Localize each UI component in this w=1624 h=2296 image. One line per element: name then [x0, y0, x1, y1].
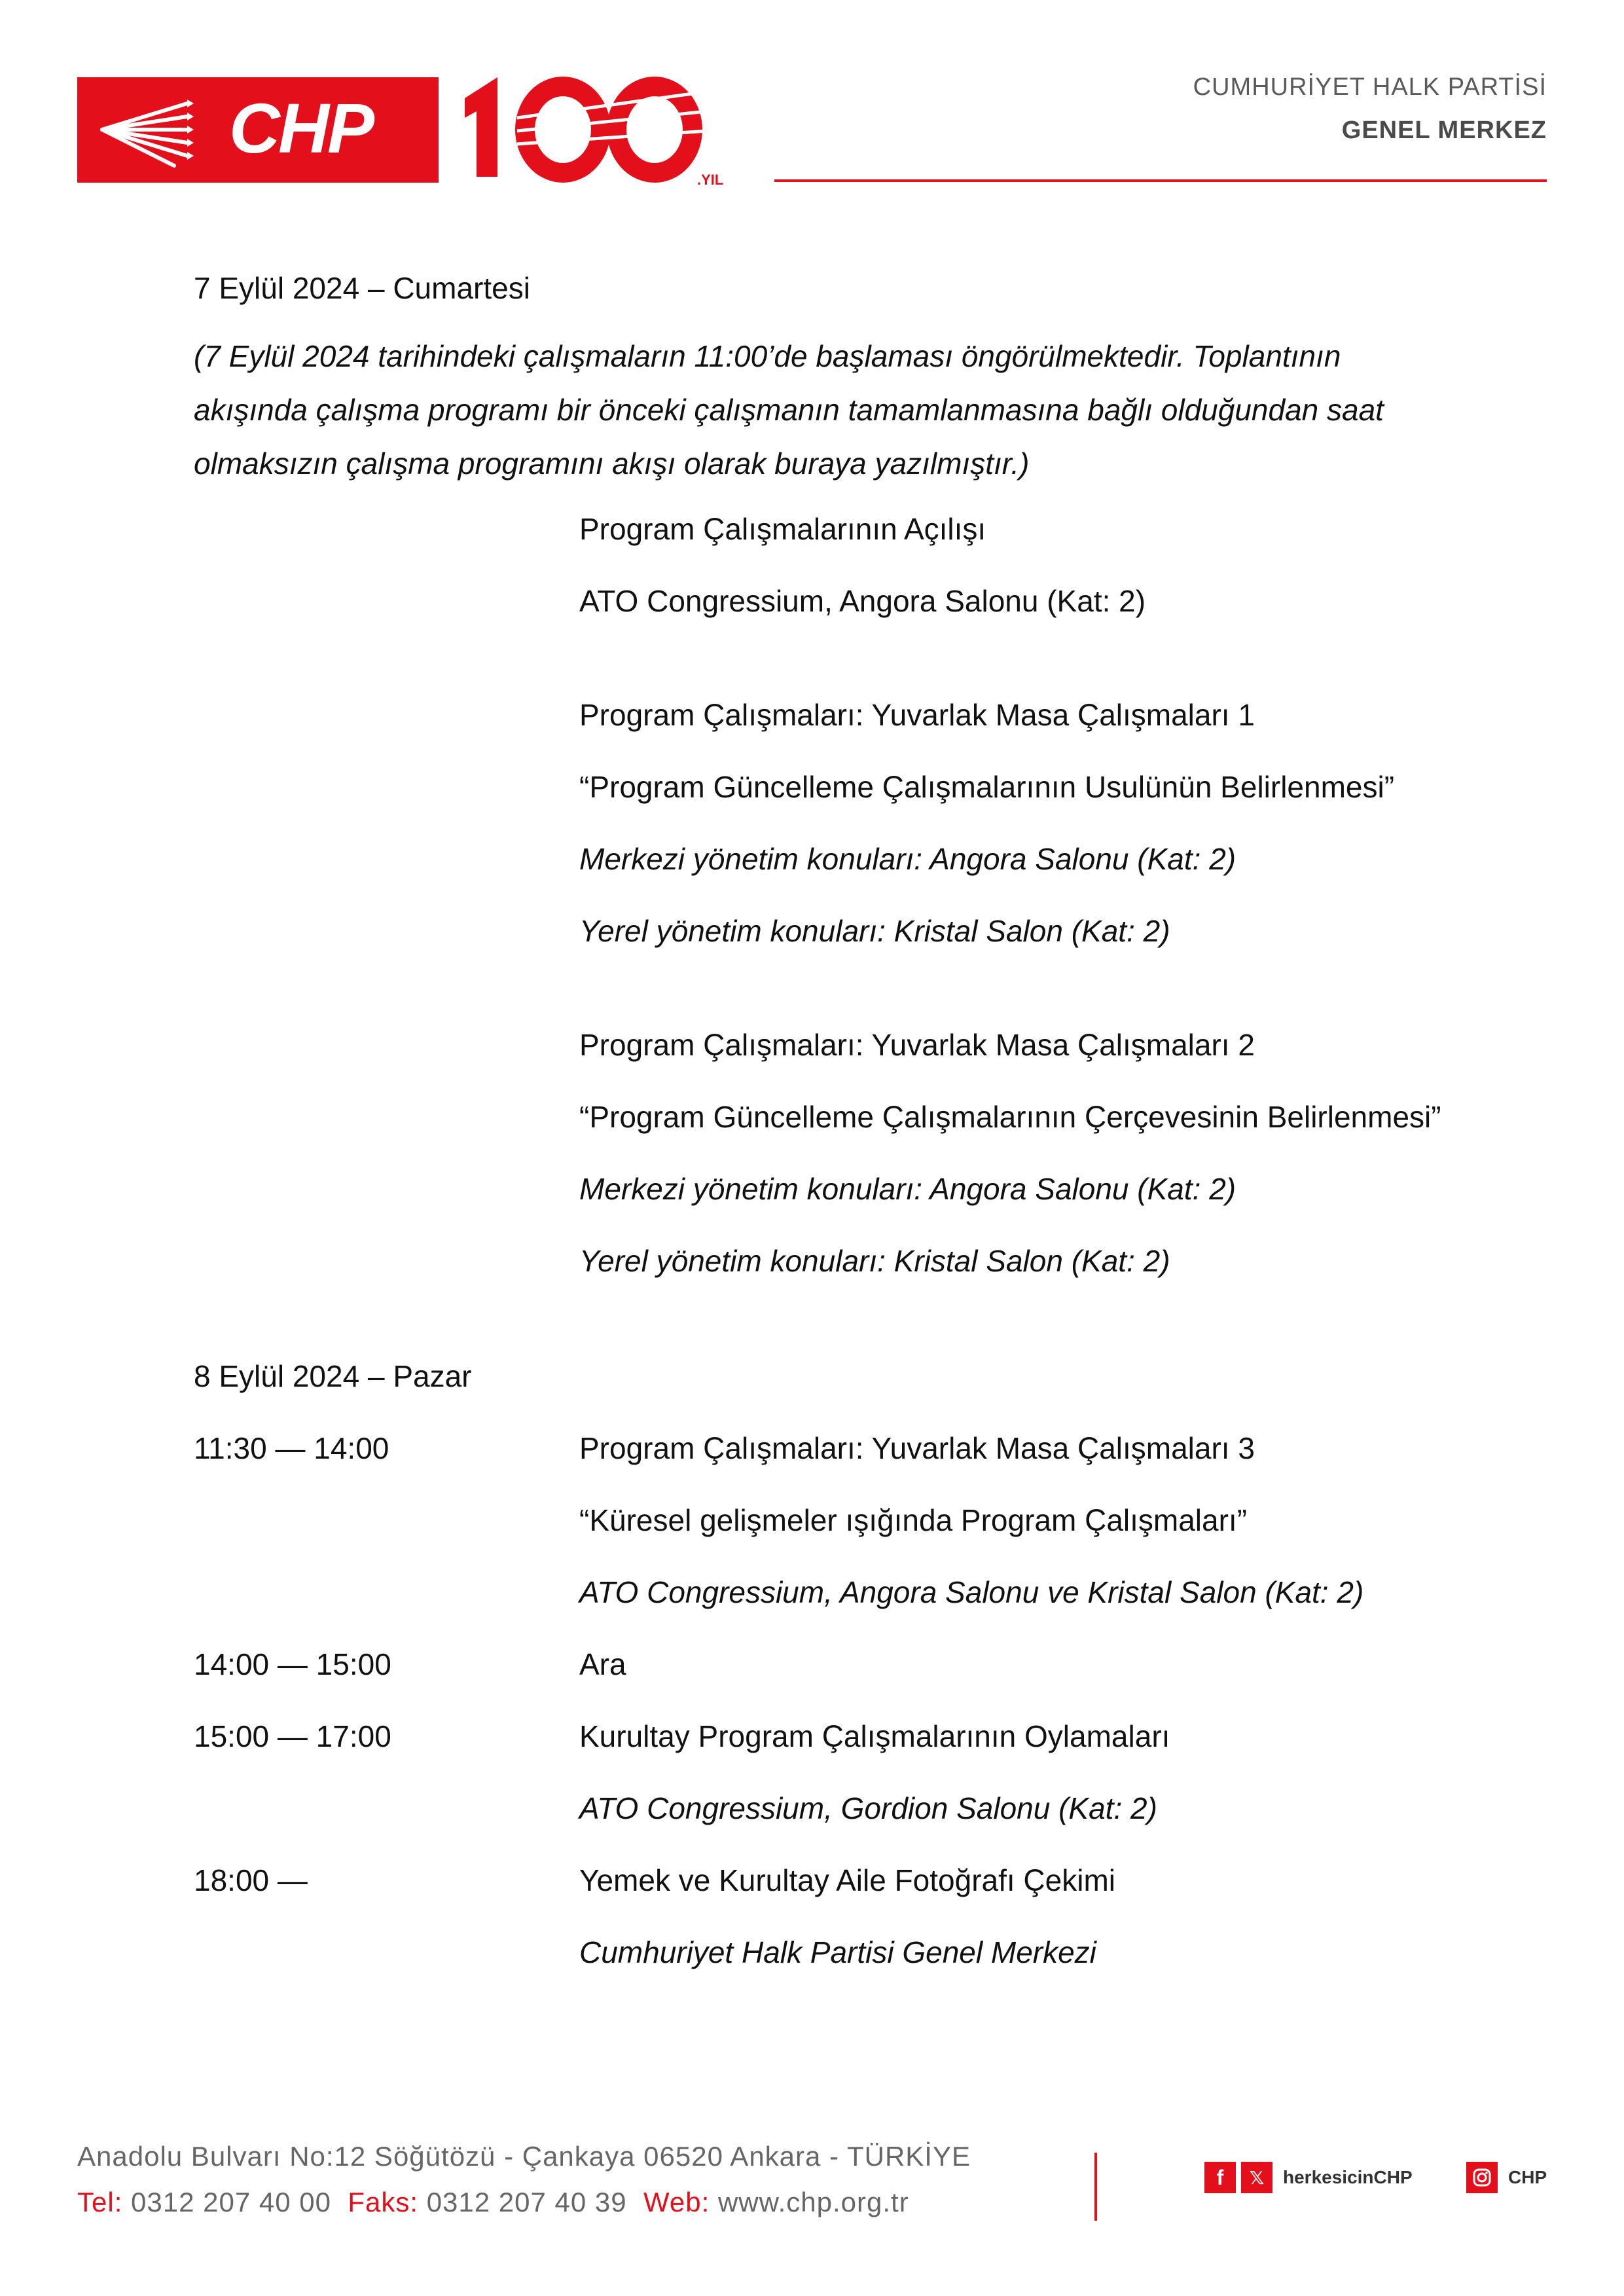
schedule-title: Ara [579, 1647, 626, 1681]
schedule-location: Cumhuriyet Halk Partisi Genel Merkezi [579, 1935, 1096, 1969]
intro-line: olmaksızın çalışma programını akışı olarak buraya yazılmıştır.) [194, 446, 1030, 481]
block-title: Program Çalışmalarının Açılışı [579, 512, 986, 546]
block-subtitle: “Program Güncelleme Çalışmalarının Usulünün Belirlenmesi” [579, 770, 1395, 804]
social-group-2 [1466, 2162, 1547, 2193]
block-location: ATO Congressium, Angora Salonu (Kat: 2) [579, 584, 1146, 618]
block-subtitle: “Program Güncelleme Çalışmalarının Çerçevesinin Belirlenmesi” [579, 1100, 1441, 1134]
anniversary-number: 100 [458, 72, 460, 73]
instagram-icon[interactable] [1466, 2162, 1498, 2193]
social-handle[interactable]: CHP [1508, 2167, 1547, 2187]
anniversary-suffix: .YIL [697, 172, 724, 188]
intro-line: (7 Eylül 2024 tarihindeki çalışmaların 11:00’de başlaması öngörülmektedir. Toplantının [194, 339, 1341, 373]
intro-line: akışında çalışma programı bir önceki çalışmanın tamamlanmasına bağlı olduğundan saat [194, 393, 1384, 427]
schedule-location: ATO Congressium, Gordion Salonu (Kat: 2) [579, 1791, 1157, 1825]
facebook-icon[interactable]: f [1204, 2162, 1236, 2193]
block-location: Merkezi yönetim konuları: Angora Salonu (Kat: 2) [579, 842, 1236, 876]
chp-logo [77, 77, 439, 183]
schedule-time: 11:30 — 14:00 [194, 1431, 389, 1465]
rays-icon [96, 90, 194, 169]
footer-address: Anadolu Bulvarı No:12 Söğütözü - Çankaya 06520 Ankara - TÜRKİYE [77, 2141, 971, 2172]
schedule-title: Kurultay Program Çalışmalarının Oylamaları [579, 1719, 1170, 1753]
block-location: Merkezi yönetim konuları: Angora Salonu (Kat: 2) [579, 1172, 1236, 1206]
org-unit: GENEL MERKEZ [1341, 117, 1547, 144]
footer-contact [77, 2187, 909, 2218]
tel-value: 0312 207 40 00 [131, 2187, 331, 2217]
footer-divider [1094, 2153, 1097, 2221]
anniversary-100-logo [458, 72, 746, 190]
block-title: Program Çalışmaları: Yuvarlak Masa Çalışmaları 1 [579, 698, 1255, 732]
day1-heading: 7 Eylül 2024 – Cumartesi [194, 271, 530, 305]
logo-text: CHP [229, 88, 373, 168]
schedule-time: 14:00 — 15:00 [194, 1647, 391, 1681]
day1-intro [194, 338, 1470, 499]
org-name: CUMHURİYET HALK PARTİSİ [1193, 73, 1547, 101]
schedule-title: Yemek ve Kurultay Aile Fotoğrafı Çekimi [579, 1863, 1115, 1897]
fax-label: Faks: [348, 2187, 419, 2217]
web-link[interactable]: www.chp.org.tr [717, 2187, 909, 2217]
social-group-1 [1204, 2162, 1413, 2193]
header-divider [774, 179, 1547, 182]
schedule-location: ATO Congressium, Angora Salonu ve Kristal Salon (Kat: 2) [579, 1575, 1364, 1609]
block-location: Yerel yönetim konuları: Kristal Salon (Kat: 2) [579, 914, 1170, 948]
social-handle[interactable]: herkesicinCHP [1283, 2167, 1413, 2187]
day2-heading: 8 Eylül 2024 – Pazar [194, 1359, 472, 1393]
block-title: Program Çalışmaları: Yuvarlak Masa Çalışmaları 2 [579, 1028, 1255, 1062]
schedule-time: 15:00 — 17:00 [194, 1719, 391, 1753]
fax-value: 0312 207 40 39 [426, 2187, 627, 2217]
schedule-time: 18:00 — [194, 1863, 308, 1897]
x-icon[interactable]: 𝕏 [1241, 2162, 1272, 2193]
schedule-subtitle: “Küresel gelişmeler ışığında Program Çalışmaları” [579, 1503, 1248, 1537]
tel-label: Tel: [77, 2187, 123, 2217]
schedule-title: Program Çalışmaları: Yuvarlak Masa Çalışmaları 3 [579, 1431, 1255, 1465]
block-location: Yerel yönetim konuları: Kristal Salon (Kat: 2) [579, 1244, 1170, 1278]
web-label: Web: [643, 2187, 710, 2217]
